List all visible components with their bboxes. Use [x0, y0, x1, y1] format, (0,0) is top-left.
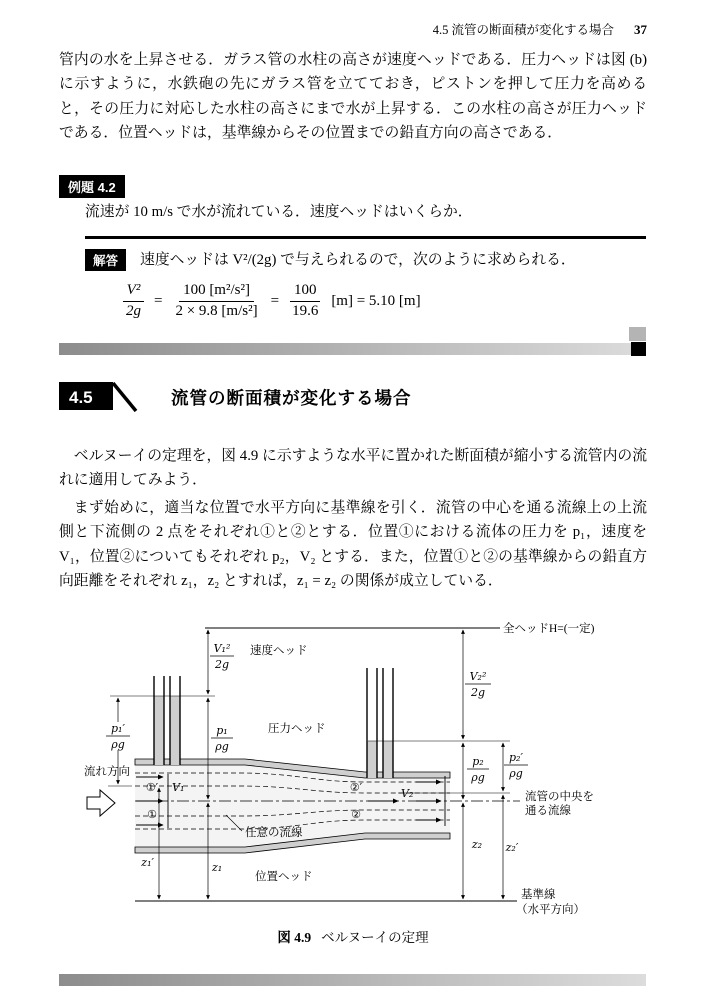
formula-tail: [m] = 5.10 [m]	[331, 292, 421, 309]
figure-4-9	[80, 614, 660, 926]
z1-label: z₁	[212, 861, 223, 874]
section-title: 流管の断面積が変化する場合	[171, 387, 412, 408]
fraction-v2-2g	[122, 281, 145, 321]
running-header	[59, 20, 647, 38]
header-section-title: 4.5 流管の断面積が変化する場合	[432, 23, 614, 37]
section-diagonal-mark	[113, 383, 136, 411]
fraction-numerator: V²	[123, 281, 145, 302]
fraction-denominator: 2 × 9.8 [m/s²]	[175, 302, 258, 319]
z2-label: z₂	[471, 838, 483, 851]
section-end-black-square	[631, 342, 646, 356]
figure-caption-text: ベルヌーイの定理	[321, 930, 429, 945]
point2-label: ②	[351, 808, 361, 821]
point1-prime-label: ①′	[145, 781, 159, 794]
v2-velocity-label: V₂	[401, 787, 414, 800]
baseline-label-line1: 基準線	[521, 889, 556, 901]
velocity-head-label: 速度ヘッド	[250, 645, 308, 657]
p2-denominator: ρg	[471, 771, 485, 784]
section-heading	[59, 382, 412, 412]
tube-water-column	[170, 696, 180, 765]
tube-water-column	[383, 741, 393, 778]
arbitrary-streamline-label: 任意の流線	[245, 827, 303, 839]
tube-water-column	[367, 741, 377, 778]
center-streamline-label-line1: 流管の中央を	[525, 791, 594, 803]
v2-head-numerator: V₂²	[469, 670, 487, 683]
fraction-numerator: 100	[290, 281, 321, 302]
z1-prime-label: z₁′	[141, 856, 154, 869]
figure-caption	[59, 926, 647, 946]
figure-caption-number: 図 4.9	[277, 930, 312, 945]
section-number-badge	[59, 382, 143, 412]
v2-head-denominator: 2g	[470, 686, 486, 699]
section-number: 4.5	[69, 388, 93, 407]
baseline-label-line2: （水平方向）	[516, 904, 585, 916]
center-streamline-label-line2: 通る流線	[525, 805, 571, 817]
answer-row	[85, 248, 576, 271]
answer-lead-text: 速度ヘッドは V²/(2g) で与えられるので，次のように求められる．	[140, 252, 576, 268]
flow-direction-label: 流れ方向	[84, 766, 130, 778]
page-bottom-bar	[59, 974, 646, 986]
p2-prime-numerator: p₂′	[509, 751, 523, 764]
z2-prime-label: z₂′	[505, 841, 519, 854]
flow-direction-arrow	[87, 790, 115, 816]
p2-numerator: p₂	[472, 755, 484, 768]
example-question: 流速が 10 m/s で水が流れている．速度ヘッドはいくらか．	[85, 204, 473, 220]
fraction-result	[288, 281, 322, 321]
answer-label: 解答	[85, 249, 126, 271]
bernoulli-diagram	[80, 614, 660, 926]
example-label: 例題 4.2	[59, 175, 125, 198]
fraction-numerator: 100 [m²/s²]	[179, 281, 254, 302]
p1-prime-numerator: p₁′	[111, 722, 125, 735]
p1-prime-denominator: ρg	[111, 738, 125, 751]
answer-divider-rule	[85, 236, 646, 239]
point2-prime-label: ②′	[349, 781, 363, 794]
v1-velocity-label: V₁	[172, 781, 185, 794]
page-number: 37	[634, 22, 647, 37]
total-head-label: 全ヘッドH=(一定)	[503, 623, 595, 635]
v1-head-denominator: 2g	[214, 658, 230, 671]
p2-prime-denominator: ρg	[509, 767, 523, 780]
equals-sign: =	[270, 292, 280, 309]
fraction-values	[171, 281, 261, 321]
fraction-denominator: 19.6	[292, 302, 319, 319]
body-paragraph-1: ベルヌーイの定理を，図 4.9 に示すような水平に置かれた断面積が縮小する流管内の流れに適用してみよう．	[59, 448, 647, 489]
v1-head-numerator: V₁²	[213, 642, 231, 655]
equals-sign: =	[154, 292, 163, 309]
p1-numerator: p₁	[216, 724, 228, 737]
ornament-gray-square	[629, 327, 646, 341]
intro-paragraph: 管内の水を上昇させる．ガラス管の水柱の高さが速度ヘッドである．圧力ヘッドは図 (b) に示すように，水鉄砲の先にガラス管を立てておき，ピストンを押して圧力を高めると，その圧力に対応した水柱の高さにまで水が上昇する．この水柱の高さが圧力ヘッドである．位置ヘッドは，基準線からその位置までの鉛直方向の高さである．	[59, 52, 647, 142]
tube-water-column	[154, 696, 164, 765]
section-end-bar	[59, 343, 646, 355]
answer-formula	[122, 281, 421, 321]
fraction-denominator: 2g	[126, 302, 141, 319]
position-head-label: 位置ヘッド	[255, 871, 313, 883]
point1-label: ①	[147, 808, 157, 821]
p1-denominator: ρg	[215, 740, 229, 753]
body-paragraph-2: まず始めに，適当な位置で水平方向に基準線を引く．流管の中心を通る流線上の上流側と下流側の 2 点をそれぞれ①と②とする．位置①における流体の圧力を p₁，速度を V₁，位置②についてもそれぞれ p₂，V₂ とする．また，位置①と②の基準線からの鉛直方向距離をそれぞれ z₁，z₂ とすれば，z₁ = z₂ の関係が成立している．	[59, 500, 647, 590]
pressure-head-label: 圧力ヘッド	[268, 723, 326, 735]
